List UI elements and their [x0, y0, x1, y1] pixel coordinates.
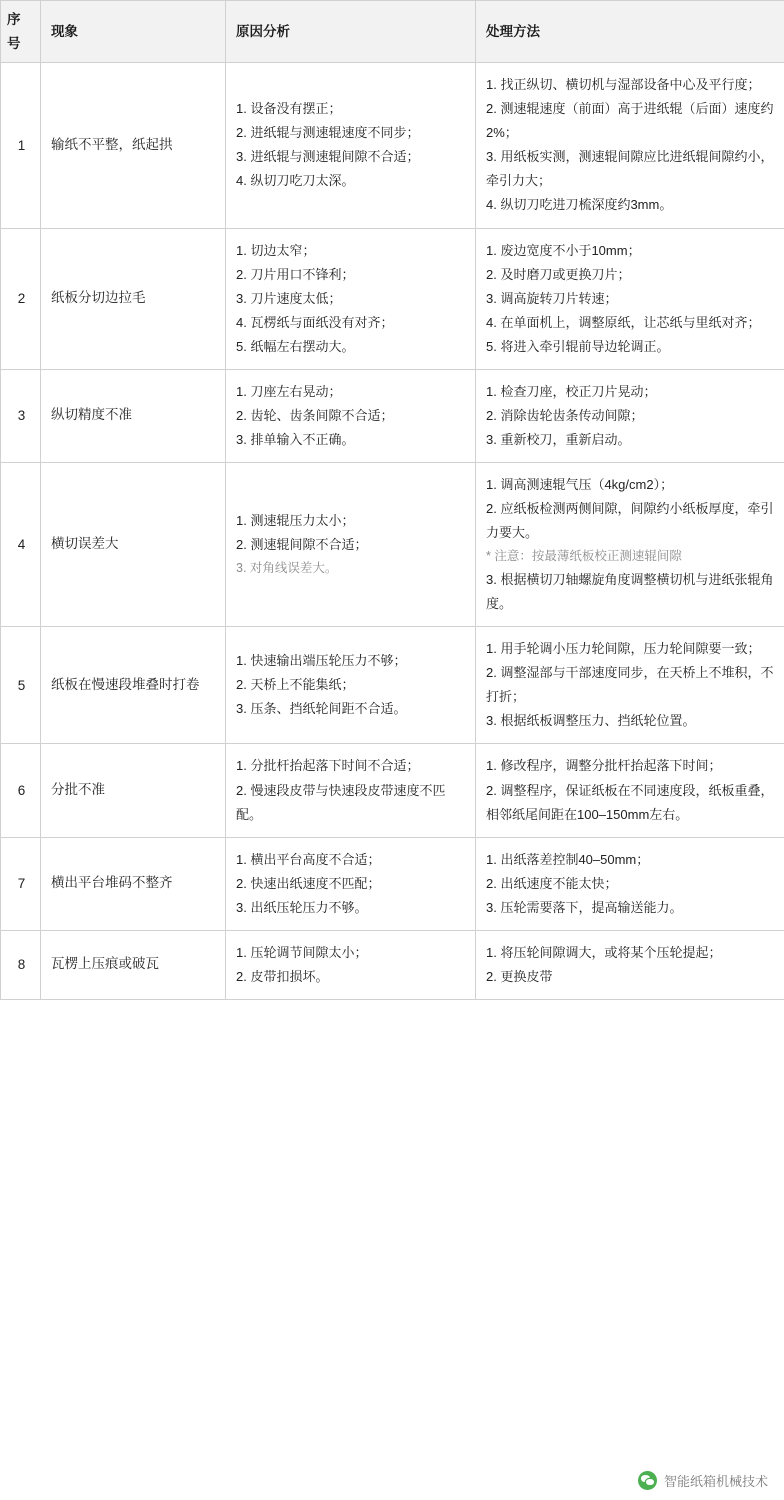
cell-no: 5: [1, 627, 41, 744]
cell-cause-line: 4. 纵切刀吃刀太深。: [236, 173, 355, 189]
cell-phenomenon: 瓦楞上压痕或破瓦: [41, 930, 226, 999]
cell-cause: [226, 462, 476, 626]
cell-solution-line: 4. 在单面机上，调整原纸，让芯纸与里纸对齐；: [486, 314, 761, 330]
table-row: [1, 228, 784, 369]
cell-cause-line: 3. 刀片速度太低；: [236, 290, 342, 306]
cell-cause: [226, 930, 476, 999]
cell-solution-line: 2. 出纸速度不能太快；: [486, 875, 618, 891]
cell-cause-lines: [236, 848, 467, 920]
table-row: [1, 930, 784, 999]
cell-cause-line: 2. 天桥上不能集纸；: [236, 677, 355, 693]
table-row: [1, 837, 784, 930]
cell-solution-lines: [486, 73, 776, 217]
column-header-cause: 原因分析: [226, 1, 476, 63]
cell-phenomenon: 横切误差大: [41, 462, 226, 626]
cell-cause-line: 1. 测速辊压力太小；: [236, 512, 355, 528]
column-header-solution: 处理方法: [476, 1, 784, 63]
cell-cause-lines: [236, 649, 467, 721]
cell-solution-line: 1. 将压轮间隙调大，或将某个压轮提起；: [486, 944, 722, 960]
cell-cause-lines: [236, 509, 467, 580]
cell-cause-line: 2. 皮带扣损坏。: [236, 968, 329, 984]
cell-solution-line: 3. 用纸板实测，测速辊间隙应比进纸辊间隙约小，牵引力大；: [486, 149, 774, 189]
cell-solution-line: 3. 根据纸板调整压力、挡纸轮位置。: [486, 713, 696, 729]
cell-solution-line: 5. 将进入牵引辊前导边轮调正。: [486, 338, 670, 354]
cell-cause-line: 1. 刀座左右晃动；: [236, 383, 342, 399]
cell-solution: [476, 744, 784, 837]
cell-solution-lines: [486, 239, 776, 359]
cell-solution-line: 3. 重新校刀，重新启动。: [486, 431, 631, 447]
footer-brand-label: 智能纸箱机械技术: [663, 1474, 768, 1489]
cell-cause-line: 4. 瓦楞纸与面纸没有对齐；: [236, 314, 394, 330]
cell-phenomenon: 分批不准: [41, 744, 226, 837]
table-body: [1, 63, 784, 1000]
cell-cause-line: 2. 齿轮、齿条间隙不合适；: [236, 407, 394, 423]
cell-no: 1: [1, 63, 41, 228]
cell-cause-line: 3. 对角线误差大。: [236, 561, 338, 576]
cell-solution-line: 2. 测速辊速度（前面）高于进纸辊（后面）速度约2%；: [486, 101, 774, 141]
cell-cause-line: 1. 切边太窄；: [236, 242, 316, 258]
cell-solution-lines: [486, 848, 776, 920]
cell-solution-line: 1. 找正纵切、横切机与湿部设备中心及平行度；: [486, 77, 761, 93]
cell-solution-line: 1. 出纸落差控制40–50mm；: [486, 851, 650, 867]
cell-solution-line: 1. 用手轮调小压力轮间隙，压力轮间隙要一致；: [486, 641, 761, 657]
cell-solution-line: 2. 更换皮带: [486, 968, 553, 984]
cell-phenomenon: 横出平台堆码不整齐: [41, 837, 226, 930]
table-row: [1, 627, 784, 744]
table-header-row: [1, 1, 784, 63]
cell-solution-line: 2. 调整程序，保证纸板在不同速度段，纸板重叠，相邻纸尾间距在100–150mm左右。: [486, 782, 774, 822]
table-row: [1, 462, 784, 626]
column-header-no: 序号: [1, 1, 41, 63]
cell-no: 7: [1, 837, 41, 930]
cell-phenomenon: 纸板在慢速段堆叠时打卷: [41, 627, 226, 744]
cell-cause-line: 2. 快速出纸速度不匹配；: [236, 875, 381, 891]
cell-solution: [476, 837, 784, 930]
cell-solution-lines: [486, 380, 776, 452]
cell-cause-lines: [236, 97, 467, 193]
cell-solution: [476, 462, 784, 626]
cell-cause: [226, 369, 476, 462]
cell-cause-line: 2. 进纸辊与测速辊速度不同步；: [236, 125, 420, 141]
cell-cause-lines: [236, 239, 467, 359]
cell-cause-line: 1. 压轮调节间隙太小；: [236, 944, 368, 960]
column-header-phenomenon: 现象: [41, 1, 226, 63]
cell-cause-line: 2. 慢速段皮带与快速段皮带速度不匹配。: [236, 782, 446, 822]
table-row: [1, 369, 784, 462]
cell-phenomenon: 纸板分切边拉毛: [41, 228, 226, 369]
cell-cause-line: 2. 测速辊间隙不合适；: [236, 537, 368, 553]
cell-cause-lines: [236, 754, 467, 826]
cell-no: 2: [1, 228, 41, 369]
cell-solution: [476, 627, 784, 744]
cell-solution-line: 1. 废边宽度不小于10mm；: [486, 242, 641, 258]
cell-cause: [226, 63, 476, 228]
cell-no: 3: [1, 369, 41, 462]
footer-brand: [638, 1471, 768, 1490]
cell-solution: [476, 369, 784, 462]
table-row: [1, 63, 784, 228]
cell-solution: [476, 930, 784, 999]
cell-cause: [226, 228, 476, 369]
cell-cause-lines: [236, 941, 467, 989]
cell-cause-line: 1. 分批杆抬起落下时间不合适；: [236, 758, 420, 774]
cell-cause: [226, 837, 476, 930]
cell-solution-line: 4. 纵切刀吃进刀梳深度约3mm。: [486, 197, 673, 213]
cell-cause-lines: [236, 380, 467, 452]
cell-phenomenon: 纵切精度不准: [41, 369, 226, 462]
cell-solution-line: 2. 应纸板检测两侧间隙，间隙约小纸板厚度，牵引力要大。: [486, 500, 774, 540]
cell-solution-line: 1. 调高测速辊气压（4kg/cm2）；: [486, 476, 674, 492]
cell-cause-line: 1. 设备没有摆正；: [236, 101, 342, 117]
cell-solution-line: 3. 压轮需要落下，提高输送能力。: [486, 899, 683, 915]
cell-solution-lines: [486, 754, 776, 826]
cell-solution-line: * 注意：按最薄纸板校正测速辊间隙: [486, 549, 682, 564]
cell-solution-line: 2. 及时磨刀或更换刀片；: [486, 266, 631, 282]
cell-cause-line: 3. 出纸压轮压力不够。: [236, 899, 368, 915]
cell-solution: [476, 63, 784, 228]
cell-solution-line: 3. 调高旋转刀片转速；: [486, 290, 618, 306]
cell-cause-line: 3. 排单输入不正确。: [236, 431, 355, 447]
cell-solution: [476, 228, 784, 369]
cell-cause-line: 1. 横出平台高度不合适；: [236, 851, 381, 867]
cell-solution-line: 3. 根据横切刀轴螺旋角度调整横切机与进纸张辊角度。: [486, 572, 774, 612]
cell-no: 8: [1, 930, 41, 999]
cell-cause-line: 3. 进纸辊与测速辊间隙不合适；: [236, 149, 420, 165]
cell-no: 6: [1, 744, 41, 837]
cell-solution-line: 2. 调整湿部与干部速度同步，在天桥上不堆积，不打折；: [486, 665, 774, 705]
cell-cause: [226, 627, 476, 744]
cell-cause-line: 5. 纸幅左右摆动大。: [236, 338, 355, 354]
cell-cause-line: 2. 刀片用口不锋利；: [236, 266, 355, 282]
cell-cause-line: 1. 快速输出端压轮压力不够；: [236, 653, 407, 669]
cell-solution-line: 1. 检查刀座，校正刀片晃动；: [486, 383, 657, 399]
cell-solution-lines: [486, 941, 776, 989]
cell-solution-line: 2. 消除齿轮齿条传动间隙；: [486, 407, 644, 423]
table-row: [1, 744, 784, 837]
cell-no: 4: [1, 462, 41, 626]
cell-solution-lines: [486, 473, 776, 616]
cell-solution-line: 1. 修改程序，调整分批杆抬起落下时间；: [486, 758, 722, 774]
cell-cause-line: 3. 压条、挡纸轮间距不合适。: [236, 701, 407, 717]
cell-phenomenon: 输纸不平整，纸起拱: [41, 63, 226, 228]
cell-solution-lines: [486, 637, 776, 733]
table-header: [1, 1, 784, 63]
cell-cause: [226, 744, 476, 837]
wechat-icon: [638, 1471, 657, 1490]
